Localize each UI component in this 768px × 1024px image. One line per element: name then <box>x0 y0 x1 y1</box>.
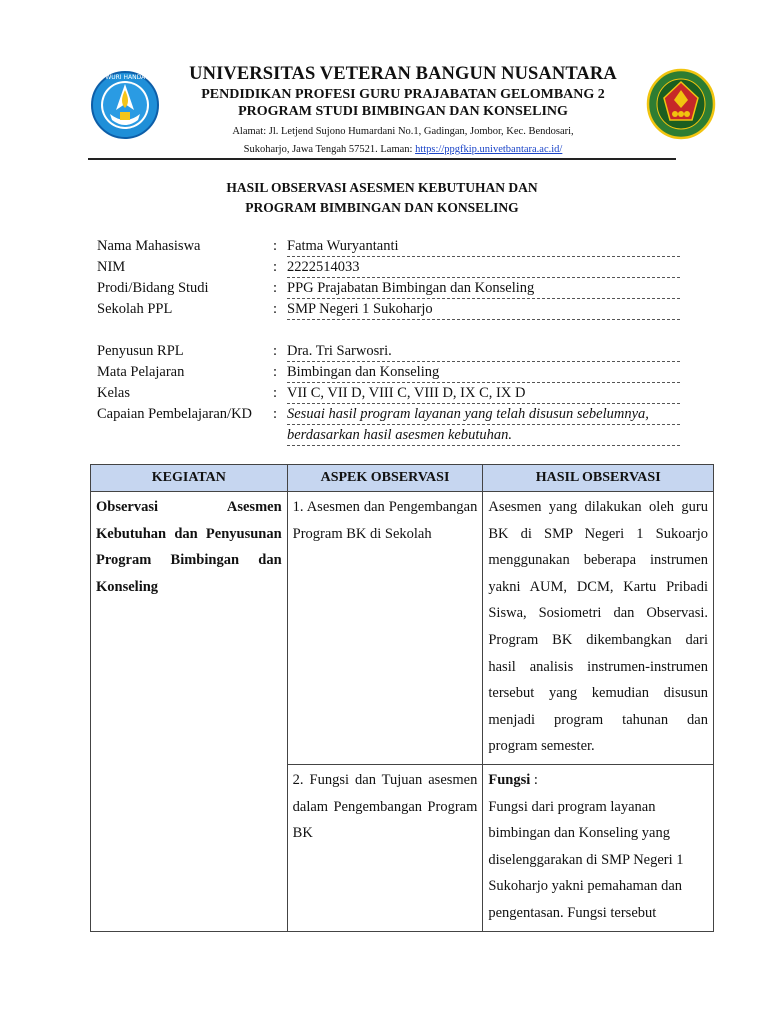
info-colon: : <box>273 406 278 422</box>
info-row-nama <box>97 236 680 257</box>
document-title-line2: PROGRAM BIMBINGAN DAN KONSELING <box>245 200 519 215</box>
info-label: Nama Mahasiswa <box>97 238 201 254</box>
header-hasil-observasi: HASIL OBSERVASI <box>483 465 714 492</box>
info-row-capaian <box>97 404 680 425</box>
aspek-cell: 2. Fungsi dan Tujuan asesmen dalam Pengembangan Program BK <box>287 764 483 931</box>
hasil-cell <box>483 764 714 931</box>
document-title <box>88 178 676 218</box>
info-row-capaian-cont <box>97 425 680 446</box>
info-colon: : <box>273 238 278 254</box>
info-value-line1: Sesuai hasil program layanan yang telah disusun sebelumnya, <box>287 404 680 425</box>
info-colon: : <box>273 385 278 401</box>
address <box>158 123 648 159</box>
left-logo-text: TUT WURI HANDAYANI <box>91 74 159 81</box>
info-value: Dra. Tri Sarwosri. <box>287 341 680 362</box>
document-title-line1: HASIL OBSERVASI ASESMEN KEBUTUHAN DAN <box>226 180 538 195</box>
header-kegiatan: KEGIATAN <box>91 465 288 492</box>
letterhead-divider <box>88 158 676 160</box>
info-label: Kelas <box>97 385 131 401</box>
address-line1: Alamat: Jl. Letjend Sujono Humardani No.1, Gadingan, Jombor, Kec. Bendosari, <box>232 126 574 137</box>
info-label: Prodi/Bidang Studi <box>97 280 209 296</box>
info-row-prodi <box>97 278 680 299</box>
letterhead-text <box>158 62 648 159</box>
header-aspek-observasi: ASPEK OBSERVASI <box>287 465 483 492</box>
hasil-heading: Fungsi <box>488 771 531 788</box>
hasil-cell: Asesmen yang dilakukan oleh guru BK di SMP Negeri 1 Sukoarjo menggunakan beberapa instrumen yakni AUM, DCM, Kartu Pribadi Siswa, Sosiometri dan Observasi. Program BK dikembangkan dari hasil analisis instrumen-instrumen tersebut yang kemudian disusun menjadi program tahunan dan program semester. <box>483 492 714 765</box>
info-row-penyusun <box>97 341 680 362</box>
info-value-line2: berdasarkan hasil asesmen kebutuhan. <box>287 425 680 446</box>
info-label: Sekolah PPL <box>97 301 173 317</box>
info-row-kelas <box>97 383 680 404</box>
info-value: 2222514033 <box>287 257 680 278</box>
info-colon: : <box>273 364 278 380</box>
student-info <box>97 236 680 446</box>
info-value: VII C, VII D, VIII C, VIII D, IX C, IX D <box>287 383 680 404</box>
info-colon: : <box>273 280 278 296</box>
info-value: Bimbingan dan Konseling <box>287 362 680 383</box>
info-value: Fatma Wuryantanti <box>287 236 680 257</box>
tut-wuri-handayani-logo-icon <box>90 70 160 140</box>
table-header-row <box>91 465 714 492</box>
info-value: SMP Negeri 1 Sukoharjo <box>287 299 680 320</box>
hasil-text: Fungsi dari program layanan bimbingan dan Konseling yang diselenggarakan di SMP Negeri 1 Sukoharjo yakni pemahaman dan pengentasan. Fungsi tersebut <box>488 798 684 921</box>
table-row <box>91 492 714 765</box>
info-row-nim <box>97 257 680 278</box>
info-label: Penyusun RPL <box>97 343 184 359</box>
info-label: NIM <box>97 259 126 275</box>
info-row-sekolah <box>97 299 680 320</box>
website-link[interactable]: https://ppgfkip.univetbantara.ac.id/ <box>415 144 563 155</box>
univet-bantara-seal-icon <box>646 68 716 140</box>
info-colon: : <box>273 343 278 359</box>
observation-table <box>90 464 714 932</box>
info-colon: : <box>273 301 278 317</box>
program-name-line2: PROGRAM STUDI BIMBINGAN DAN KONSELING <box>238 104 568 119</box>
aspek-cell: 1. Asesmen dan Pengembangan Program BK di Sekolah <box>287 492 483 765</box>
info-colon: : <box>273 259 278 275</box>
info-value: PPG Prajabatan Bimbingan dan Konseling <box>287 278 680 299</box>
info-label: Mata Pelajaran <box>97 364 185 380</box>
letterhead <box>88 60 688 160</box>
hasil-heading-suffix: : <box>530 771 538 788</box>
address-line2: Sukoharjo, Jawa Tengah 57521. Laman: <box>243 144 416 155</box>
info-row-mapel <box>97 362 680 383</box>
info-label: Capaian Pembelajaran/KD <box>97 406 253 422</box>
program-name-line1: PENDIDIKAN PROFESI GURU PRAJABATAN GELOMBANG 2 <box>201 87 605 102</box>
kegiatan-cell: Observasi Asesmen Kebutuhan dan Penyusunan Program Bimbingan dan Konseling <box>91 492 288 932</box>
university-name: UNIVERSITAS VETERAN BANGUN NUSANTARA <box>189 64 617 84</box>
